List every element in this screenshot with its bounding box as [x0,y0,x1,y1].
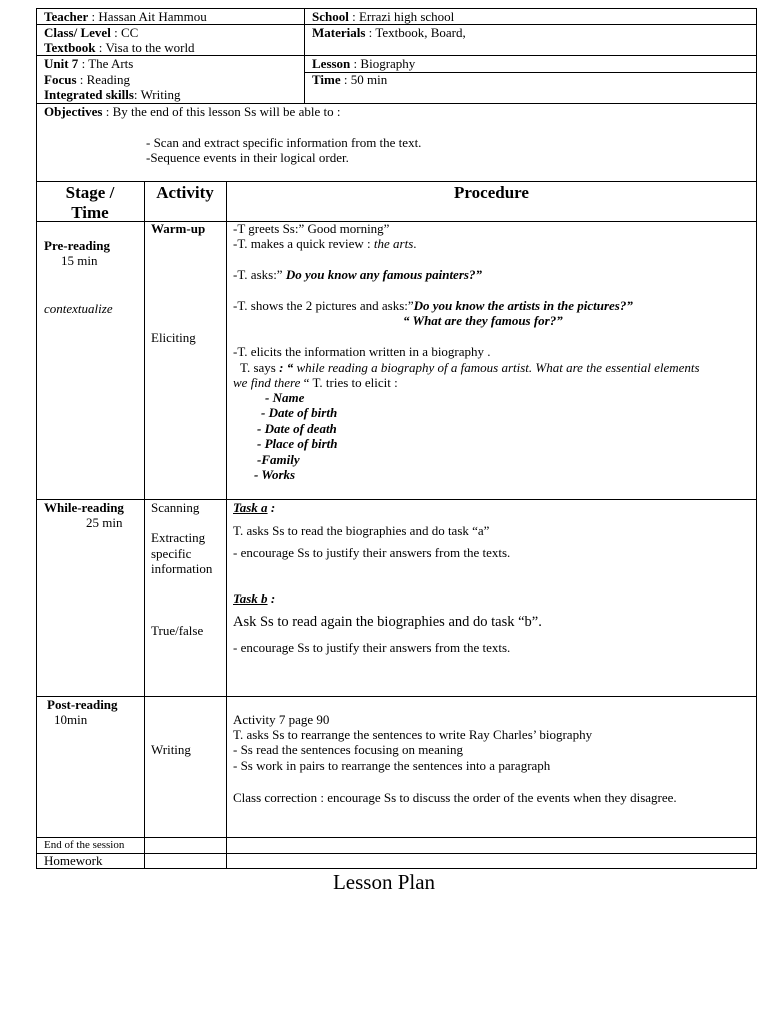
procedure-line: -T. elicits the information written in a biography . [233,344,491,359]
row-line [36,221,757,222]
materials-field: Materials : Textbook, Board, [312,25,466,40]
focus-field: Focus : Reading [44,72,130,87]
class-field: Class/ Level : CC [44,25,139,40]
procedure-line: Class correction : encourage Ss to discuss the order of the events when they disagree. [233,790,677,805]
unit-field: Unit 7 : The Arts [44,56,134,71]
objectives-intro: Objectives : By the end of this lesson Ss will be able to : [44,104,341,119]
end-of-session-label: End of the session [44,839,125,851]
procedure-line: -T. asks:” Do you know any famous painters?” [233,267,482,282]
procedure-header: Procedure [454,183,529,202]
lesson-field: Lesson : Biography [312,56,416,71]
procedure-line: -T. shows the 2 pictures and asks:”Do you know the artists in the pictures?” [233,298,633,313]
activity-header: Activity [156,183,214,202]
scanning-activity: Scanning [151,500,200,515]
time-field: Time : 50 min [312,72,388,87]
procedure-line: Activity 7 page 90 [233,712,330,727]
procedure-line: T. asks Ss to read the biographies and do task “a” [233,523,490,538]
element-item: -Family [257,452,300,467]
procedure-line: T. says : “ while reading a biography of a famous artist. What are the essential elements [240,360,700,375]
row-line [36,696,757,697]
element-item: - Date of death [257,421,337,436]
element-item: - Date of birth [261,405,338,420]
true-false-activity: True/false [151,623,204,638]
teacher-field: Teacher : Hassan Ait Hammou [44,9,207,24]
row-line [36,499,757,500]
procedure-line: T. asks Ss to rearrange the sentences to write Ray Charles’ biography [233,727,593,742]
skills-field: Integrated skills: Writing [44,87,181,102]
row-line [36,853,757,854]
post-reading-time: 10min [54,712,88,727]
post-reading-stage: Post-reading [47,697,118,712]
col-divider [226,181,227,869]
stage-time-header: Stage / Time [65,183,115,222]
element-item: - Works [254,467,296,482]
procedure-line: - Ss read the sentences focusing on meaning [233,742,463,757]
procedure-line: - encourage Ss to justify their answers from the texts. [233,545,511,560]
homework-label: Homework [44,853,103,868]
page-title: Lesson Plan [332,870,436,894]
school-field: School : Errazi high school [312,9,455,24]
procedure-line: - encourage Ss to justify their answers from the texts. [233,640,511,655]
extracting-activity: Extracting specific information [151,530,213,576]
info-divider [304,8,305,104]
procedure-line: Ask Ss to read again the biographies and do task “b”. [233,614,542,630]
task-b-heading: Task b : [233,591,276,606]
while-reading-time: 25 min [86,515,123,530]
pre-reading-stage: Pre-reading [44,238,110,253]
objective-item: -Sequence events in their logical order. [146,150,349,165]
procedure-line: -T greets Ss:” Good morning” [233,221,390,236]
procedure-line: -T. makes a quick review : the arts. [233,236,417,251]
element-item: - Place of birth [257,436,338,451]
row-line [36,837,757,838]
procedure-line: - Ss work in pairs to rearrange the sentences into a paragraph [233,758,551,773]
while-reading-stage: While-reading [44,500,124,515]
objective-item: - Scan and extract specific information from the text. [146,135,422,150]
col-divider [144,181,145,869]
textbook-field: Textbook : Visa to the world [44,40,195,55]
pre-reading-time: 15 min [61,253,98,268]
pre-reading-note: contextualize [44,301,113,316]
eliciting-activity: Eliciting [151,330,196,345]
procedure-line: “ What are they famous for?” [403,313,563,328]
writing-activity: Writing [151,742,191,757]
element-item: - Name [265,390,305,405]
task-a-heading: Task a : [233,500,276,515]
warmup-activity: Warm-up [151,221,206,236]
procedure-line: we find there “ T. tries to elicit : [233,375,398,390]
